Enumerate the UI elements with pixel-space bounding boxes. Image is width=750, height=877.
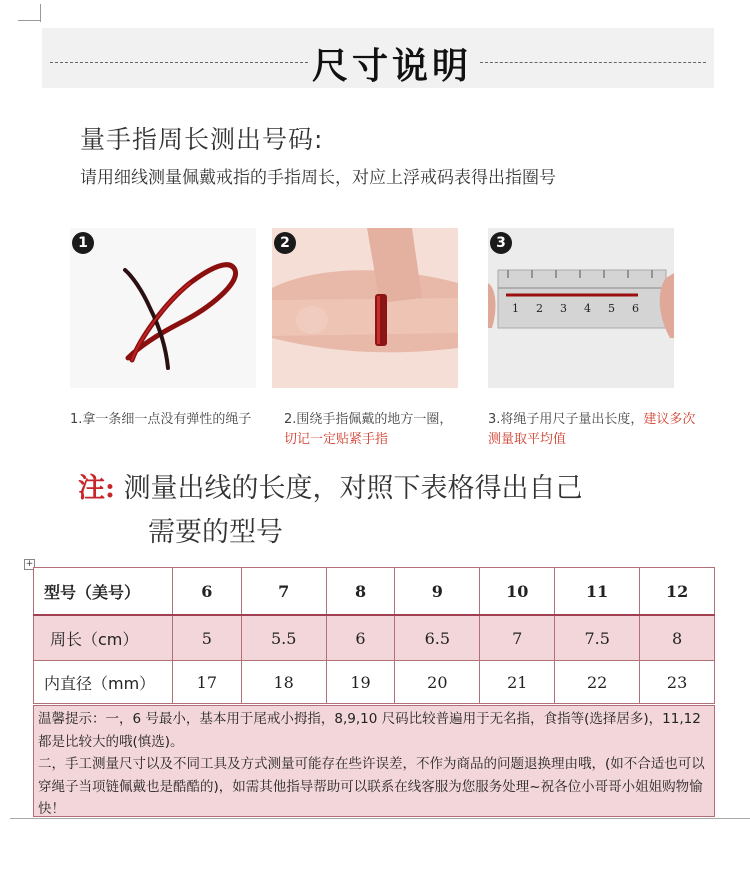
step-number: 2 — [274, 232, 296, 254]
string-icon — [70, 228, 256, 388]
ruler-tick-label: 2 — [536, 302, 543, 315]
table-cell: 6 — [326, 615, 395, 661]
title-bar — [42, 28, 714, 88]
title-divider-left — [50, 62, 308, 63]
title-divider-right — [480, 62, 706, 63]
table-cell: 11 — [555, 568, 640, 616]
tip-line-1: 温馨提示：一，6 号最小，基本用于尾戒小拇指，8,9,10 尺码比较普遍用于无名指，食指等(选择居多)，11,12 都是比较大的哦(慎选)。 — [38, 711, 701, 750]
ruler-tick-label: 1 — [512, 302, 519, 315]
table-cell: 6.5 — [395, 615, 480, 661]
caption-text: 1.拿一条细一点没有弹性的绳子 — [70, 412, 252, 427]
corner-mark — [40, 4, 41, 22]
page-baseline — [10, 818, 750, 819]
table-cell: 12 — [640, 568, 715, 616]
note-line-2: 需要的型号 — [148, 517, 283, 548]
corner-mark — [18, 20, 40, 21]
ruler-icon — [488, 228, 674, 388]
note — [78, 470, 583, 508]
table-row — [34, 568, 715, 616]
step-number: 3 — [490, 232, 512, 254]
table-cell: 9 — [395, 568, 480, 616]
finger-ring-icon — [272, 228, 458, 388]
table-cell: 20 — [395, 661, 480, 704]
table-cell: 8 — [326, 568, 395, 616]
ruler-tick-label: 3 — [560, 302, 567, 315]
table-cell: 8 — [640, 615, 715, 661]
tips-box — [33, 705, 715, 817]
step-2-caption — [284, 410, 484, 450]
ruler-tick-label: 5 — [608, 302, 615, 315]
instruction-panel — [42, 28, 714, 558]
step-3-caption — [488, 410, 708, 450]
table-cell: 7 — [480, 615, 555, 661]
tip-line-2: 二，手工测量尺寸以及不同工具及方式测量可能存在些许误差，不作为商品的问题退换理由哦，(如不合适也可以穿绳子当项链佩戴也是酷酷的)，如需其他指导帮助可以联系在线客服为您服务处理~祝各位小哥哥小姐姐购物愉快！ — [38, 756, 705, 817]
table-cell: 5 — [173, 615, 242, 661]
page-title: 尺寸说明 — [311, 46, 472, 87]
step-1-caption — [70, 410, 270, 430]
step-2 — [272, 228, 458, 388]
step-number: 1 — [72, 232, 94, 254]
measure-heading: 量手指周长测出号码: — [80, 125, 324, 154]
ruler-tick-label: 6 — [632, 302, 639, 315]
step-3 — [488, 228, 674, 388]
table-cell: 19 — [326, 661, 395, 704]
table-cell: 23 — [640, 661, 715, 704]
ruler-tick-label: 4 — [584, 302, 591, 315]
caption-highlight: 切记一定贴紧手指 — [284, 432, 389, 447]
table-row — [34, 615, 715, 661]
row-label: 型号（美号） — [34, 568, 173, 616]
caption-text: 3.将绳子用尺子量出长度， — [488, 412, 644, 427]
table-cell: 7 — [241, 568, 326, 616]
table-cell: 18 — [241, 661, 326, 704]
table-cell: 17 — [173, 661, 242, 704]
step-1 — [70, 228, 256, 388]
caption-text: 2.围绕手指佩戴的地方一圈， — [284, 412, 453, 427]
table-cell: 7.5 — [555, 615, 640, 661]
table-cell: 22 — [555, 661, 640, 704]
table-cell: 6 — [173, 568, 242, 616]
caption-highlight: 建议多次测量取平均值 — [488, 412, 696, 447]
row-label: 内直径（mm） — [34, 661, 173, 704]
table-cell: 5.5 — [241, 615, 326, 661]
row-label: 周长（cm） — [34, 615, 173, 661]
table-cell: 10 — [480, 568, 555, 616]
note-label: 注: — [78, 473, 115, 504]
size-table — [33, 567, 715, 704]
table-cell: 21 — [480, 661, 555, 704]
table-row — [34, 661, 715, 704]
note-line-1: 测量出线的长度，对照下表格得出自己 — [123, 473, 583, 504]
measure-subheading: 请用细线测量佩戴戒指的手指周长，对应上浮戒码表得出指圈号 — [80, 168, 556, 188]
table-move-handle[interactable]: + — [25, 559, 34, 569]
